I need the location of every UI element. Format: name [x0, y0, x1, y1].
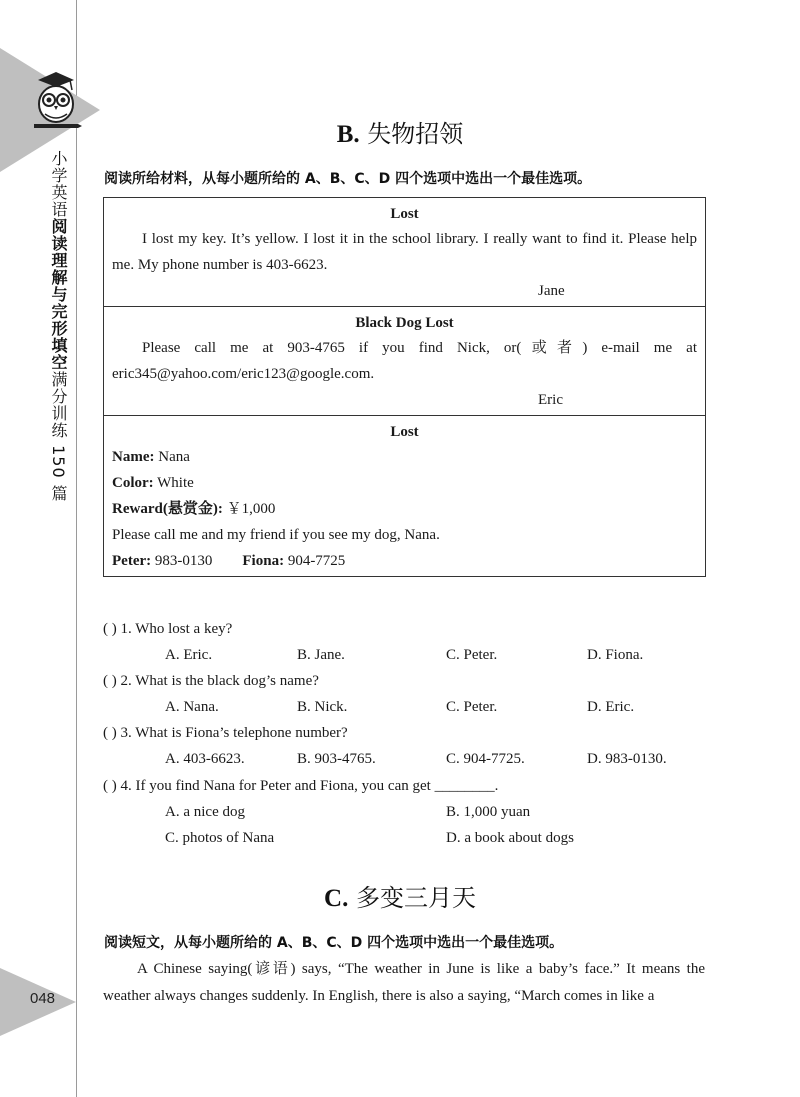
- series-title-part1: 小学英语: [49, 150, 68, 218]
- fiona-label: Fiona:: [242, 553, 285, 569]
- q3-option-c: C. 904-7725.: [446, 751, 525, 767]
- section-b-instruction: 阅读所给材料，从每小题所给的 A、B、C、D 四个选项中选出一个最佳选项。: [104, 171, 592, 187]
- q2-option-b: B. Nick.: [297, 699, 348, 715]
- notice-name-line: [112, 444, 697, 470]
- question-2: ( ) 2. What is the black dog’s name?: [103, 673, 319, 689]
- notice-eric: [104, 307, 705, 416]
- notice-jane: [104, 198, 705, 307]
- q4-option-c: C. photos of Nana: [165, 830, 275, 846]
- section-c-title-text: 多变三月天: [355, 884, 476, 912]
- page-number: 048: [30, 990, 56, 1007]
- question-4: ( ) 4. If you find Nana for Peter and Fiona, you can get ________.: [103, 778, 499, 794]
- peter-label: Peter:: [112, 553, 152, 569]
- notice-title: Lost: [390, 424, 419, 440]
- series-title: [46, 150, 68, 502]
- reward-label: Reward(悬赏金):: [112, 501, 223, 517]
- question-1: ( ) 1. Who lost a key?: [103, 621, 233, 637]
- q1-option-d: D. Fiona.: [587, 647, 644, 663]
- notice-body: Please call me at 903-4765 if you find Nick, or(或者) e-mail me at eric345@yahoo.com/eric123@google.com.: [112, 340, 697, 382]
- q2-option-c: C. Peter.: [446, 699, 498, 715]
- q4-option-a: A. a nice dog: [165, 804, 245, 820]
- notice-nana: [104, 416, 705, 576]
- section-c-title: [0, 878, 800, 913]
- q2-option-a: A. Nana.: [165, 699, 219, 715]
- notices-box: [103, 197, 706, 577]
- peter-phone: 983-0130: [151, 553, 213, 569]
- q3-option-b: B. 903-4765.: [297, 751, 376, 767]
- section-b-title-text: 失物招领: [367, 120, 464, 148]
- section-c-letter: C.: [324, 885, 349, 912]
- section-b-letter: B.: [336, 121, 360, 148]
- color-label: Color:: [112, 475, 154, 491]
- notice-color-line: [112, 470, 697, 496]
- q3-option-d: D. 983-0130.: [587, 751, 667, 767]
- notice-body: Please call me and my friend if you see my dog, Nana.: [112, 527, 440, 543]
- q1-option-c: C. Peter.: [446, 647, 498, 663]
- notice-reward-line: [112, 496, 697, 522]
- fiona-phone: 904-7725: [284, 553, 346, 569]
- notice-body: I lost my key. It’s yellow. I lost it in the school library. I really want to find it. Please help me. My phone number is 403-6623.: [112, 231, 697, 273]
- section-c-instruction: 阅读短文，从每小题所给的 A、B、C、D 四个选项中选出一个最佳选项。: [104, 935, 564, 951]
- name-value: Nana: [154, 449, 190, 465]
- q1-option-b: B. Jane.: [297, 647, 345, 663]
- q4-option-b: B. 1,000 yuan: [446, 804, 531, 820]
- notice-title: Lost: [390, 206, 419, 222]
- series-title-bold: 阅读理解与完形填空: [49, 218, 68, 371]
- question-3: ( ) 3. What is Fiona’s telephone number?: [103, 725, 348, 741]
- notice-contacts-line: [112, 548, 697, 574]
- notice-signature: Jane: [538, 283, 565, 299]
- q1-option-a: A. Eric.: [165, 647, 213, 663]
- notice-title: Black Dog Lost: [355, 315, 454, 331]
- name-label: Name:: [112, 449, 155, 465]
- q4-option-d: D. a book about dogs: [446, 830, 574, 846]
- q2-option-d: D. Eric.: [587, 699, 635, 715]
- color-value: White: [153, 475, 194, 491]
- section-b-title: [0, 114, 800, 149]
- series-title-part2: 满分训练 150 篇: [49, 371, 68, 502]
- notice-signature: Eric: [538, 392, 563, 408]
- q3-option-a: A. 403-6623.: [165, 751, 245, 767]
- section-c-passage: A Chinese saying(谚语) says, “The weather in June is like a baby’s face.” It means the weather always changes suddenly. In English, there is also a saying, “March comes in like a: [103, 961, 705, 1004]
- reward-value: ￥1,000: [222, 501, 276, 517]
